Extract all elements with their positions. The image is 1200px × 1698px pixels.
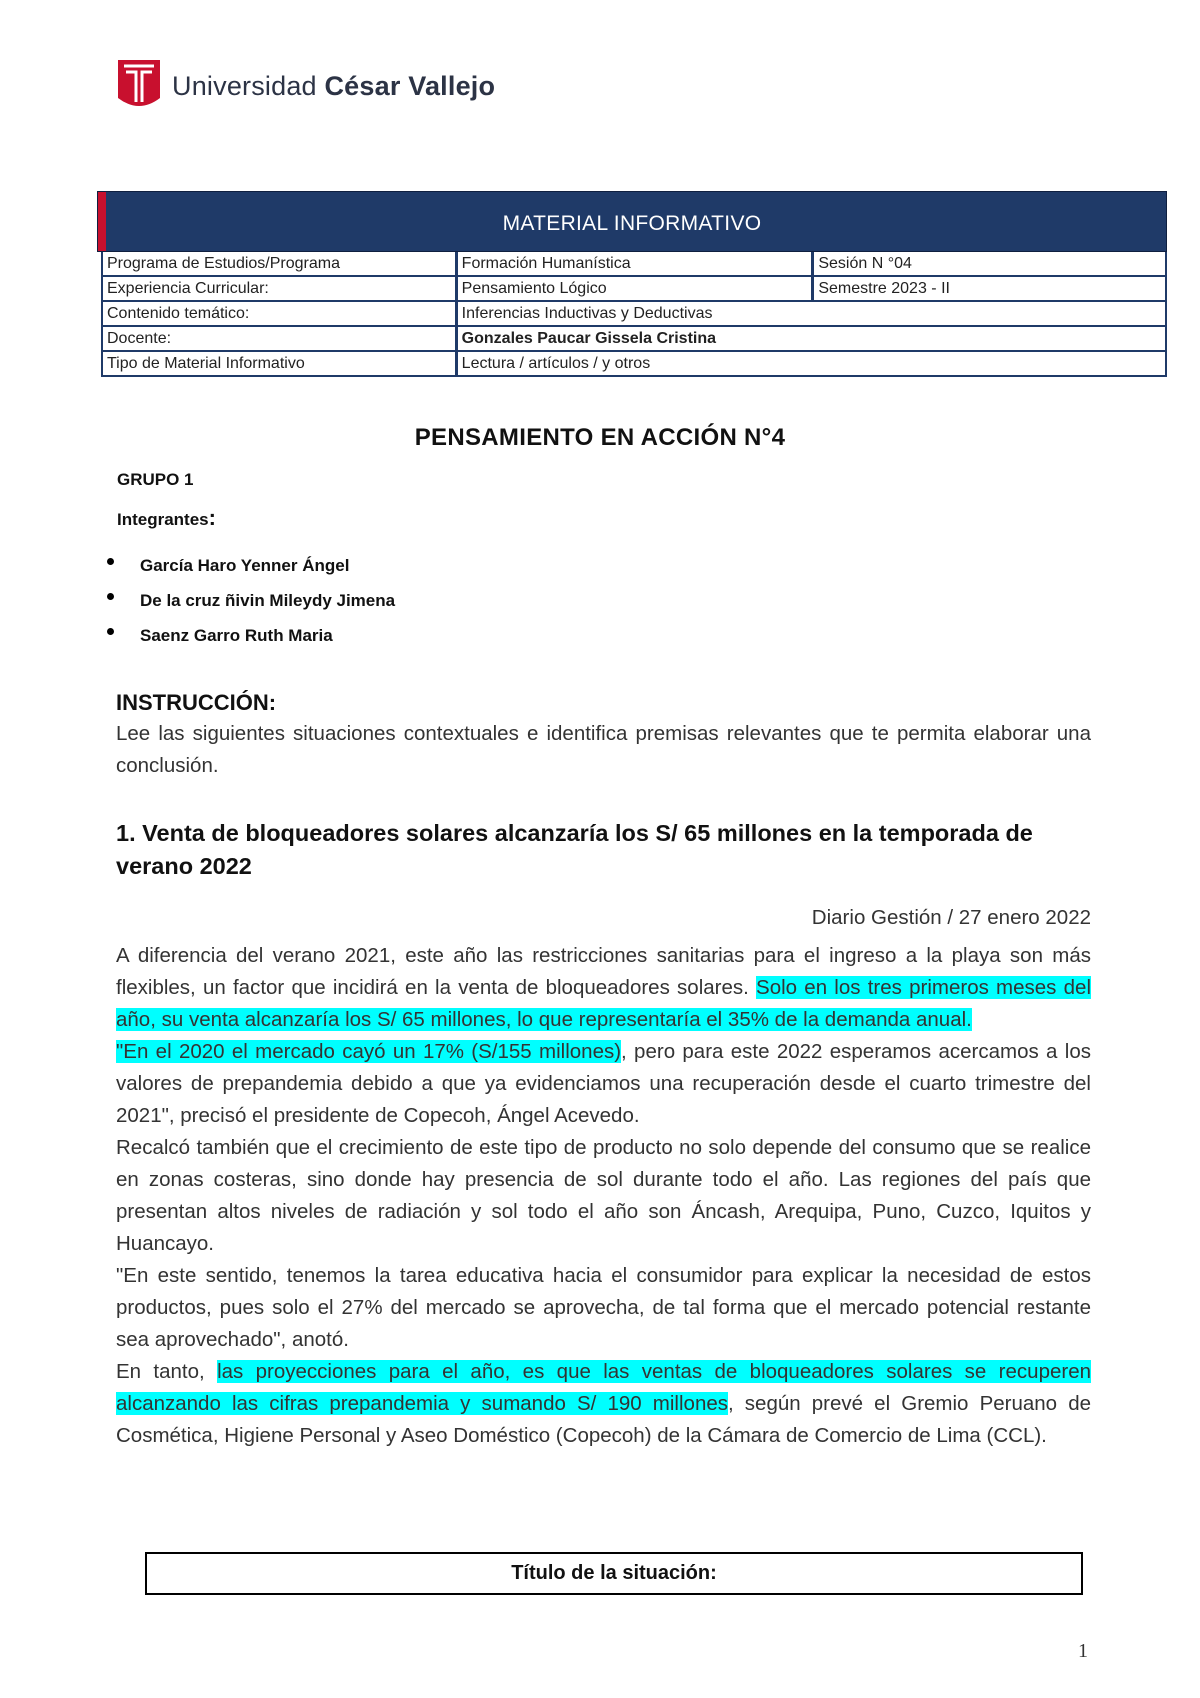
list-item [107,618,395,653]
info-value: Pensamiento Lógico [458,277,812,300]
page-title: PENSAMIENTO EN ACCIÓN N°4 [414,424,786,451]
info-table [101,252,1167,377]
members-label-colon: : [208,505,216,530]
article-paragraph: "En este sentido, tenemos la tarea educativa hacia el consumidor para explicar la necesidad de estos productos, pues solo el 27% del mercado se aprovecha, de tal forma que el mercado potencial restante sea aprovechado", anotó. [116,1264,1091,1351]
info-extra: Semestre 2023 - II [814,277,1165,300]
info-extra: Sesión N °04 [814,252,1165,275]
info-label: Programa de Estudios/Programa [103,252,455,275]
paragraph-text: , según prevé el Gremio Peruano de Cosmética, Higiene Personal y Aseo Doméstico (Copecoh) de la Cámara de Comercio de Lima (CCL). [116,1392,1091,1447]
article-body [116,940,1091,1452]
info-label: Contenido temático: [103,302,455,325]
info-row-teacher [103,327,1165,350]
instruction-text: Lee las siguientes situaciones contextuales e identifica premisas relevantes que te permita elaborar una conclusión. [116,722,1091,777]
header-title: MATERIAL INFORMATIVO [502,212,762,235]
situation-title-box[interactable]: Título de la situación: [145,1552,1083,1595]
highlighted-premise: Solo en los tres primeros meses del año, su venta alcanzaría los S/ 65 millones, lo que representaría el 35% de la demanda anual. [116,976,1092,1031]
highlighted-premise: las proyecciones para el año, es que las ventas de bloqueadores solares se recuperen alcanzando las cifras prepandemia y sumando S/ 190 millones [116,1360,1091,1415]
bullet-icon [107,628,114,635]
paragraph-text: A diferencia del verano 2021, este año las restricciones sanitarias para el ingreso a la playa son más flexibles, un factor que incidirá en la venta de bloqueadores solares. [116,944,1091,999]
member-name: De la cruz ñivin Mileydy Jimena [140,590,396,610]
highlighted-premise: "En el 2020 el mercado cayó un 17% (S/155 millones) [116,1040,622,1063]
logo-name-bold: César Vallejo [324,70,496,101]
list-item [107,548,395,583]
university-logo [116,58,495,114]
article-paragraph [116,1036,1091,1132]
logo-name-regular: Universidad [172,70,325,101]
university-name [172,71,495,102]
members-label-text: Integrantes [117,510,209,529]
info-value: Formación Humanística [458,252,812,275]
info-label: Experiencia Curricular: [103,277,455,300]
section-title-text: Venta de bloqueadores solares alcanzaría los S/ 65 millones en la temporada de verano 2022 [116,820,1033,879]
members-list [107,548,395,653]
material-header [97,191,1167,252]
info-row-material-type [103,352,1165,375]
article-paragraph [116,940,1091,1036]
info-row-content [103,302,1165,325]
paragraph-text: , pero para este 2022 esperamos acercamos a los valores de prepandemia debido a que ya evidenciamos una recuperación desde el cuarto trimestre del 2021", precisó el presidente de Copecoh, Ángel Acevedo. [116,1040,1091,1127]
member-name: Saenz Garro Ruth Maria [140,625,333,645]
members-label [117,505,216,531]
section-title [116,817,1096,883]
bullet-icon [107,593,114,600]
ucv-shield-icon [116,58,162,114]
info-row-program [103,252,1165,275]
group-name: GRUPO 1 [117,470,194,489]
page-number: 1 [1078,1640,1088,1662]
info-label: Docente: [103,327,455,350]
section-number: 1. [116,820,136,846]
info-value: Inferencias Inductivas y Deductivas [458,302,1165,325]
info-value: Gonzales Paucar Gissela Cristina [458,327,1165,350]
instruction-heading: INSTRUCCIÓN: [116,690,277,715]
info-value: Lectura / artículos / y otros [458,352,1165,375]
article-source: Diario Gestión / 27 enero 2022 [811,906,1091,929]
info-label: Tipo de Material Informativo [103,352,455,375]
paragraph-text: En tanto, [116,1360,218,1383]
article-paragraph: Recalcó también que el crecimiento de este tipo de producto no solo depende del consumo que se realice en zonas costeras, sino donde hay presencia de sol durante todo el año. Las regiones del país que presentan altos niveles de radiación y sol todo el año son Áncash, Arequipa, Puno, Cuzco, Iquitos y Huancayo. [116,1136,1091,1255]
bullet-icon [107,558,114,565]
article-paragraph [116,1356,1091,1452]
member-name: García Haro Yenner Ángel [140,555,350,575]
info-row-experience [103,277,1165,300]
list-item [107,583,395,618]
